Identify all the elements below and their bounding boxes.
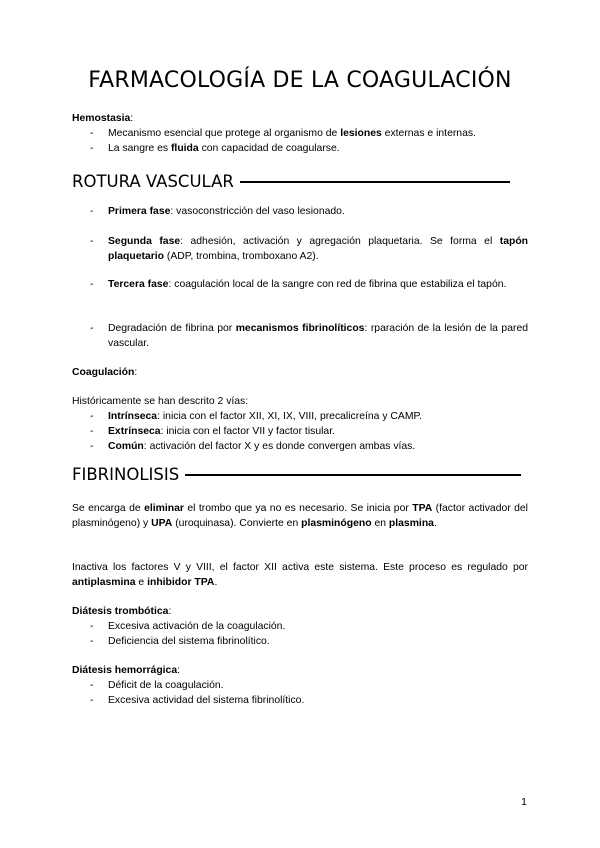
hemorragica-heading-line: Diátesis hemorrágica: [72, 665, 180, 676]
list-item: - Mecanismo esencial que protege al organismo de lesiones externas e internas. [72, 126, 528, 141]
rotura-list [72, 234, 528, 264]
coagulacion-heading-line: Coagulación: [72, 367, 138, 378]
section-rule [185, 474, 521, 476]
coagulacion-list [72, 409, 528, 454]
list-item: - Primera fase: vasoconstricción del vaso lesionado. [72, 204, 528, 219]
fibrinolisis-paragraph-1: Se encarga de eliminar el trombo que ya no es necesario. Se inicia por TPA (factor activador del plasminógeno) y UPA (uroquinasa). Convierte en plasminógeno en plasmina. [72, 503, 528, 529]
list-item: - Excesiva activación de la coagulación. [72, 619, 528, 634]
section-title-rotura: ROTURA VASCULAR [72, 172, 510, 191]
list-item: - Excesiva actividad del sistema fibrinolítico. [72, 693, 528, 708]
list-item: - Tercera fase: coagulación local de la sangre con red de fibrina que estabiliza el tapón. [72, 277, 528, 292]
hemorragica-list [72, 678, 528, 708]
trombotica-list [72, 619, 528, 649]
list-item: - Extrínseca: inicia con el factor VII y factor tisular. [72, 424, 528, 439]
rotura-list [72, 321, 528, 351]
hemorragica-heading: Diátesis hemorrágica [72, 665, 178, 676]
fibrinolisis-paragraph-2: Inactiva los factores V y VIII, el factor XII activa este sistema. Este proceso es regulado por antiplasmina e inhibidor TPA. [72, 562, 528, 588]
section-rule [240, 181, 510, 183]
list-item: - Segunda fase: adhesión, activación y agregación plaquetaria. Se forma el tapón plaquetario (ADP, trombina, tromboxano A2). [72, 234, 528, 264]
rotura-list [72, 204, 528, 219]
hemostasia-list [72, 126, 528, 156]
coagulacion-intro: Históricamente se han descrito 2 vías: [72, 396, 249, 407]
hemostasia-heading-line: Hemostasia: [72, 113, 134, 124]
coagulacion-heading: Coagulación [72, 367, 135, 378]
list-item: - Intrínseca: inicia con el factor XII, XI, IX, VIII, precalicreína y CAMP. [72, 409, 528, 424]
list-item: - Déficit de la coagulación. [72, 678, 528, 693]
list-item: - Común: activación del factor X y es donde convergen ambas vías. [72, 439, 528, 454]
hemostasia-heading: Hemostasia [72, 113, 131, 124]
section-title-fibrinolisis: FIBRINOLISIS [72, 465, 521, 484]
trombotica-heading: Diátesis trombótica [72, 606, 169, 617]
trombotica-heading-line: Diátesis trombótica: [72, 606, 172, 617]
list-item: - Degradación de fibrina por mecanismos fibrinolíticos: rparación de la lesión de la pared vascular. [72, 321, 528, 351]
page-number: 1 [521, 796, 527, 808]
list-item: - Deficiencia del sistema fibrinolítico. [72, 634, 528, 649]
page-title: FARMACOLOGÍA DE LA COAGULACIÓN [88, 68, 512, 93]
rotura-list [72, 277, 528, 292]
list-item: - La sangre es fluida con capacidad de coagularse. [72, 141, 528, 156]
